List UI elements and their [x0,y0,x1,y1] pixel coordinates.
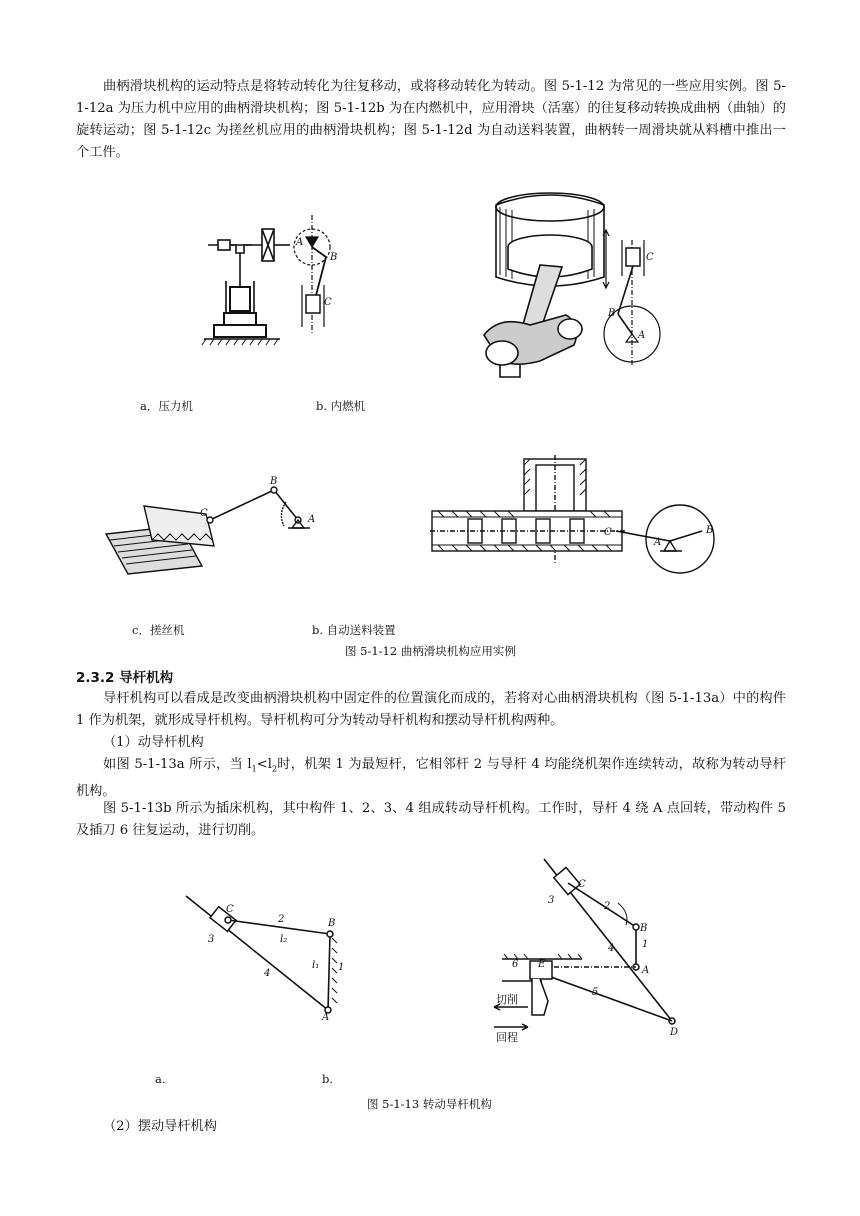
fig12-label-b: b. 内燃机 [316,399,366,413]
svg-text:6: 6 [512,959,519,970]
intro-paragraph: 曲柄滑块机构的运动特点是将转动转化为往复移动，或将移动转化为转动。图 5-1-12 为常见的一些应用实例。图 5-1-12a 为压力机中应用的曲柄滑块机构；图 5-1-12b 为在内燃机中，应用滑块（活塞）的往复移动转换成曲柄（曲轴）的旋转运动；图 5-1-12c 为搓丝机应用的曲柄滑块机构；图 5-1-12d 为自动送料装置，曲柄转一周滑块就从料槽中推出一个工件。 [76,79,786,160]
svg-text:B: B [330,252,338,263]
guide-bar-paragraph: 导杆机构可以看成是改变曲柄滑块机构中固定件的位置演化而成的，若将对心曲柄滑块机构（图 5-1-13a）中的构件 1 作为机架，就形成导杆机构。导杆机构可分为转动导杆机构和摆动导杆机构两种。 [76,691,786,728]
svg-text:A: A [642,965,650,976]
svg-text:4: 4 [608,943,615,954]
fig12-label-a: a．压力机 [140,399,193,413]
figure-rotating-guide-a [182,892,362,1022]
svg-text:5: 5 [592,987,599,998]
svg-text:1: 1 [642,939,649,950]
figure-engine-diagram [600,210,670,370]
fig13-label-a: a. [155,1072,166,1086]
svg-text:C: C [646,252,654,263]
figure-engine [470,185,620,385]
subheading-rotating-guide: （1）动导杆机构 [103,735,204,750]
svg-text:1: 1 [338,962,345,973]
svg-text:C: C [604,527,612,538]
svg-text:C: C [226,904,234,915]
figure-auto-feeder [430,455,730,585]
svg-text:4: 4 [264,968,271,979]
svg-text:B: B [706,525,714,536]
svg-text:B: B [640,923,648,934]
figure-press-diagram [290,205,350,345]
svg-text:A: A [638,330,646,341]
svg-text:B: B [270,476,278,487]
svg-text:E: E [538,959,546,970]
subheading-swing-guide: （2）摆动导杆机构 [103,1119,217,1134]
svg-text:C: C [200,508,208,519]
rotating-guide-paragraph: 如图 5-1-13a 所示，当 $l_1<l_2$时，机架 1 为最短杆，它相邻杆 2 与导杆 4 均能绕机架作连续转动，故称为转动导杆机构。 [76,757,786,799]
svg-text:l₁: l₁ [312,960,320,971]
fig12-label-d: b. 自动送料装置 [312,623,396,637]
svg-text:B: B [328,918,336,929]
svg-text:A: A [322,1012,330,1022]
svg-text:A: A [308,514,316,525]
svg-text:A: A [654,537,662,548]
svg-text:3: 3 [548,895,555,906]
figure-thread-roller [98,470,328,590]
svg-text:C: C [578,879,586,890]
fig13-caption: 图 5-1-13 转动导杆机构 [367,1097,492,1111]
fig12-caption: 图 5-1-12 曲柄滑块机构应用实例 [345,644,516,658]
svg-text:3: 3 [208,934,215,945]
svg-text:C: C [324,297,332,308]
fig13-label-b: b. [322,1072,334,1086]
fig12-label-c: c．搓丝机 [132,623,185,637]
section-heading: 2.3.2 导杆机构 [76,670,174,686]
svg-text:D: D [670,1027,679,1038]
svg-text:2: 2 [604,901,611,912]
cut-label: 切削 [496,993,518,1006]
return-label: 回程 [496,1031,518,1044]
svg-text:2: 2 [278,914,285,925]
svg-text:l₂: l₂ [280,934,288,945]
figure-shaper-b [492,855,702,1045]
svg-text:B: B [608,308,616,319]
svg-text:A: A [296,237,304,248]
shaper-paragraph: 图 5-1-13b 所示为插床机构，其中构件 1、2、3、4 组成转动导杆机构。工作时，导杆 4 绕 A 点回转，带动构件 5 及插刀 6 往复运动，进行切削。 [76,801,786,838]
